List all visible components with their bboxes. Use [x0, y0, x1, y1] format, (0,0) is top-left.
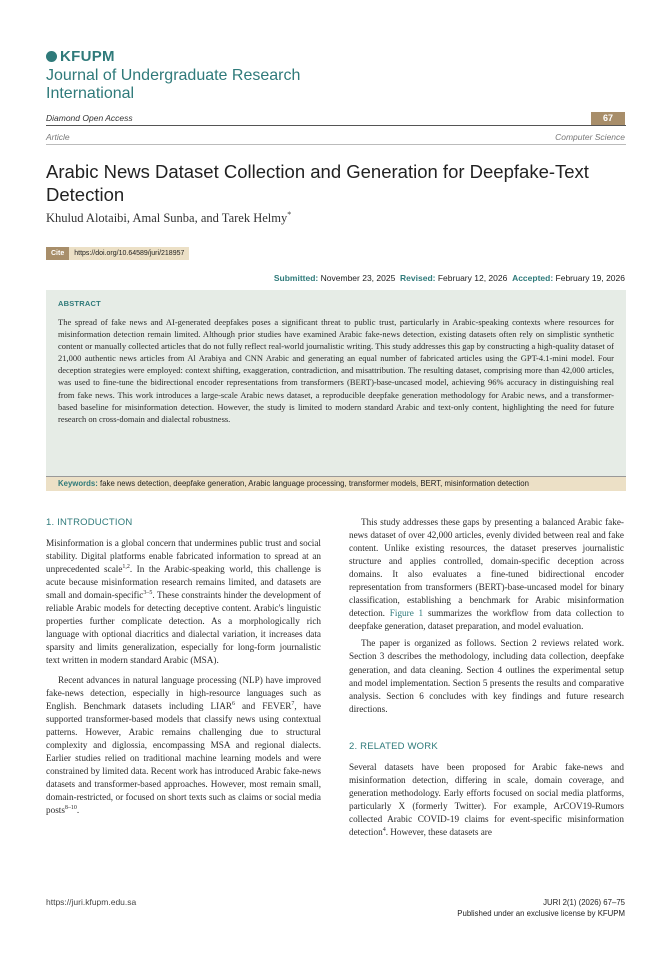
article-title: Arabic News Dataset Collection and Generation for Deepfake-Text Detection: [46, 161, 589, 205]
text-span: and FEVER: [234, 700, 292, 711]
text-span: Misinformation is a global concern that undermines public trust and social stability. Digital platforms enable fabricated information to spread at an unprecedented scale: [46, 538, 321, 575]
citation-ref[interactable]: 7: [291, 700, 295, 707]
submitted-date: November 23, 2025: [320, 273, 396, 283]
citation-ref[interactable]: 3–5: [143, 590, 153, 597]
page-number-badge: 67: [591, 112, 625, 125]
text-span: , have supported transformer-based models that classify news using contextual patterns. However, Arabic remains challenging due to structural complexity and diglossia, encompassing MSA and regional dialects. Earlier studies relied on traditional machine learning models and were constrained by limited data. Recent work has introduced Arabic fake-news datasets and transformer-based approaches. However, most remain small, domain-restricted, or focused on short texts such as claims or social media posts: [46, 700, 321, 815]
keywords-bar: [46, 477, 626, 491]
keywords-label: Keywords:: [58, 479, 98, 488]
section-heading-introduction: 1. INTRODUCTION: [46, 517, 133, 528]
revised-label: Revised:: [400, 273, 436, 283]
doi-link[interactable]: https://doi.org/10.64589/juri/218957: [74, 250, 185, 257]
cite-label: Cite: [46, 247, 69, 260]
revised-date: February 12, 2026: [437, 273, 508, 283]
keywords-list: fake news detection, deepfake generation, Arabic language processing, transformer models, BERT, misinformation detection: [100, 479, 529, 488]
text-span: summarizes the workflow from data collection to deepfake generation, dataset preparation, and model evaluation.: [349, 608, 625, 632]
submitted-label: Submitted:: [273, 273, 319, 283]
text-span: . However, these datasets are: [385, 826, 492, 837]
header-rule: [46, 125, 626, 126]
text-span: This study addresses these gaps by presenting a balanced Arabic fake-news dataset of over 42,000 articles, evenly divided between real and fake content. Unlike existing resources, the dataset preserves journalistic structure and applies controlled, domain-specific deception across domains. It also evaluates a fine-tuned bidirectional encoder representation from transformers (BERT)-base-uncased model for binary classification, establishing a benchmark for Arabic misinformation detection.: [349, 517, 624, 619]
intro-paragraph-2: [46, 674, 321, 818]
journal-name: Journal of Undergraduate Research International: [46, 67, 301, 102]
section-heading-related-work: 2. RELATED WORK: [349, 740, 438, 752]
open-access-label: Diamond Open Access: [46, 113, 133, 123]
subject-area: Computer Science: [555, 132, 625, 142]
right-column: [349, 516, 624, 839]
citation-ref[interactable]: 1,2: [122, 564, 130, 571]
abstract-text: The spread of fake news and AI-generated deepfakes poses a significant threat to public trust, particularly in Arabic-speaking contexts where resources for misinformation detection remain limited. Although prior studies have examined Arabic fake-news detection, existing datasets often rely on simplistic synthetic content or manually collected articles that do not fully reflect real-world journalistic writing. This study addresses this gap by constructing a high-quality dataset of 21,000 authentic news articles from Al Arabiya and CNN Arabic and generating an equal number of fabricated articles using the GPT-4.1-mini model. Four deception strategies were employed: context shifting, exaggeration, contradiction, and misattribution. The resulting dataset, comprising more than 42,000 articles, was used to fine-tune the bidirectional encoder representations from transformers (BERT)-base-uncased model, achieving 96% accuracy in distinguishing real from fake news. This work introduces a large-scale Arabic news dataset, a reproducible deepfake generation methodology for Arabic news, and a transformer-based baseline for misinformation detection. However, the study is limited to modern standard Arabic and text-only content, highlighting the need for future research on cross-domain and dialectal robustness.: [58, 317, 614, 424]
author-list: [46, 210, 291, 226]
header-divider: [46, 144, 626, 145]
abstract-box: [46, 290, 626, 476]
intro-paragraph-4: The paper is organized as follows. Section 2 reviews related work. Section 3 describes the methodology, including data collection, deepfake generation, and data cleaning. Section 4 outlines the experimental setup and model implementation. Section 5 presents the results and comparative analysis. Section 6 concludes with key findings and future research directions.: [349, 638, 624, 714]
footer-citation: [457, 897, 625, 919]
related-work-paragraph: [349, 761, 624, 839]
journal-logo: [46, 48, 115, 65]
figure-link[interactable]: Figure 1: [389, 608, 424, 619]
citation-ref[interactable]: 8–10: [64, 804, 77, 811]
logo-text: KFUPM: [60, 48, 115, 65]
text-span: .: [76, 804, 80, 815]
intro-paragraph-1: [46, 537, 321, 667]
kfupm-logo-icon: [46, 51, 57, 62]
abstract-heading: ABSTRACT: [58, 299, 101, 308]
corresponding-author-mark: *: [287, 210, 292, 219]
publication-dates: [274, 273, 625, 283]
text-span: . These constraints hinder the development of reliable Arabic models for detecting deceptive content. Arabic's linguistic properties further complicate detection. As a morphologically rich language with optional diacritics and dialectal variation, it increases data sparsity and limits generalization, especially for long-form journalistic text written in modern standard Arabic (MSA).: [46, 590, 321, 666]
article-type: Article: [46, 132, 70, 142]
footer-volume: JURI 2(1) (2026) 67–75: [543, 898, 625, 907]
citation-ref[interactable]: 6: [231, 700, 235, 707]
text-span: Several datasets have been proposed for Arabic fake-news and misinformation detection, differing in scale, domain coverage, and generation methodology. Early efforts focused on social media platforms, particularly X (formerly Twitter). For example, ArCOV19-Rumors collected Arabic COVID-19 claims for event-specific misinformation detection: [349, 761, 624, 837]
left-column: [46, 516, 321, 817]
text-span: Recent advances in natural language processing (NLP) have improved fake-news detection, especially in high-resource languages such as English. Benchmark datasets including LIAR: [46, 674, 321, 711]
accepted-label: Accepted:: [512, 273, 554, 283]
text-span: . In the Arabic-speaking world, this challenge is acute because misinformation research remains limited, and datasets are small and domain-specific: [46, 564, 321, 601]
authors-names: Khulud Alotaibi, Amal Sunba, and Tarek Helmy: [46, 211, 288, 226]
footer-journal-url[interactable]: https://juri.kfupm.edu.sa: [46, 897, 137, 907]
footer-license: Published under an exclusive license by KFUPM: [457, 909, 625, 918]
citation-ref[interactable]: 4: [382, 826, 386, 833]
cite-box: [46, 247, 189, 260]
intro-paragraph-3: [349, 516, 624, 633]
accepted-date: February 19, 2026: [555, 273, 625, 283]
